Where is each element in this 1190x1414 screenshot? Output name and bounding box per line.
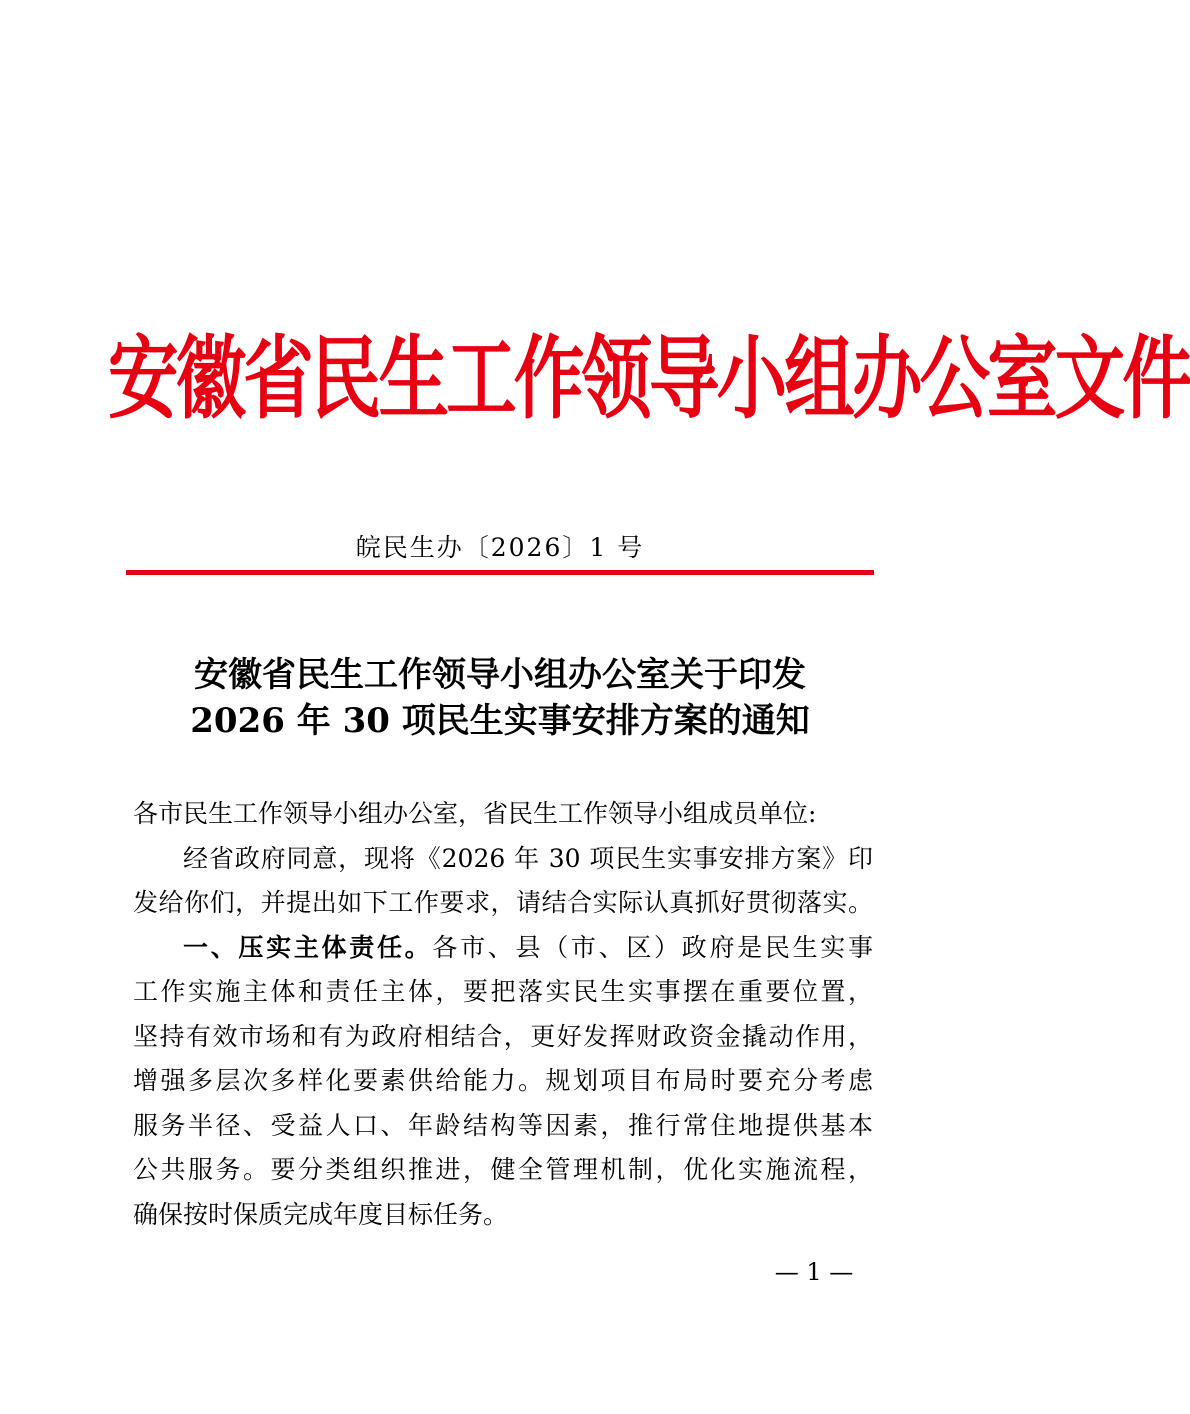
section-1-line-2: 工作实施主体和责任主体，要把落实民生实事摆在重要位置， — [133, 977, 873, 1006]
section-1-line-3: 坚持有效市场和有为政府相结合，更好发挥财政资金撬动作用， — [133, 1021, 873, 1051]
section-1-line-1-text: 各市、县（市、区）政府是民生实事 — [432, 932, 873, 962]
salutation: 各市民生工作领导小组办公室，省民生工作领导小组成员单位: — [133, 799, 817, 828]
section-1-heading: 一、压实主体责任。 — [183, 932, 433, 962]
paragraph-1-line-1: 经省政府同意，现将《2026 年 30 项民生实事安排方案》印 — [183, 843, 873, 873]
title-line-1: 安徽省民生工作领导小组办公室关于印发 — [194, 655, 806, 695]
section-1-line-1 — [133, 926, 873, 971]
section-1-line-6: 公共服务。要分类组织推进，健全管理机制，优化实施流程， — [133, 1155, 873, 1184]
document-number: 皖民生办〔2026〕1 号 — [355, 533, 645, 562]
section-1-line-4: 增强多层次多样化要素供给能力。规划项目布局时要充分考虑 — [133, 1066, 873, 1095]
paragraph-1-line-2: 发给你们，并提出如下工作要求，请结合实际认真抓好贯彻落实。 — [133, 888, 873, 917]
red-divider-line — [126, 570, 874, 575]
page-number: — 1 — — [774, 1258, 854, 1286]
title-line-2: 2026 年 30 项民生实事安排方案的通知 — [190, 701, 810, 741]
document-title — [80, 652, 920, 744]
masthead-title: 安徽省民生工作领导小组办公室文件 — [108, 325, 1190, 431]
section-1-line-7: 确保按时保质完成年度目标任务。 — [133, 1199, 509, 1229]
section-1-line-5: 服务半径、受益人口、年龄结构等因素，推行常住地提供基本 — [133, 1110, 873, 1140]
document-body — [133, 792, 873, 1237]
